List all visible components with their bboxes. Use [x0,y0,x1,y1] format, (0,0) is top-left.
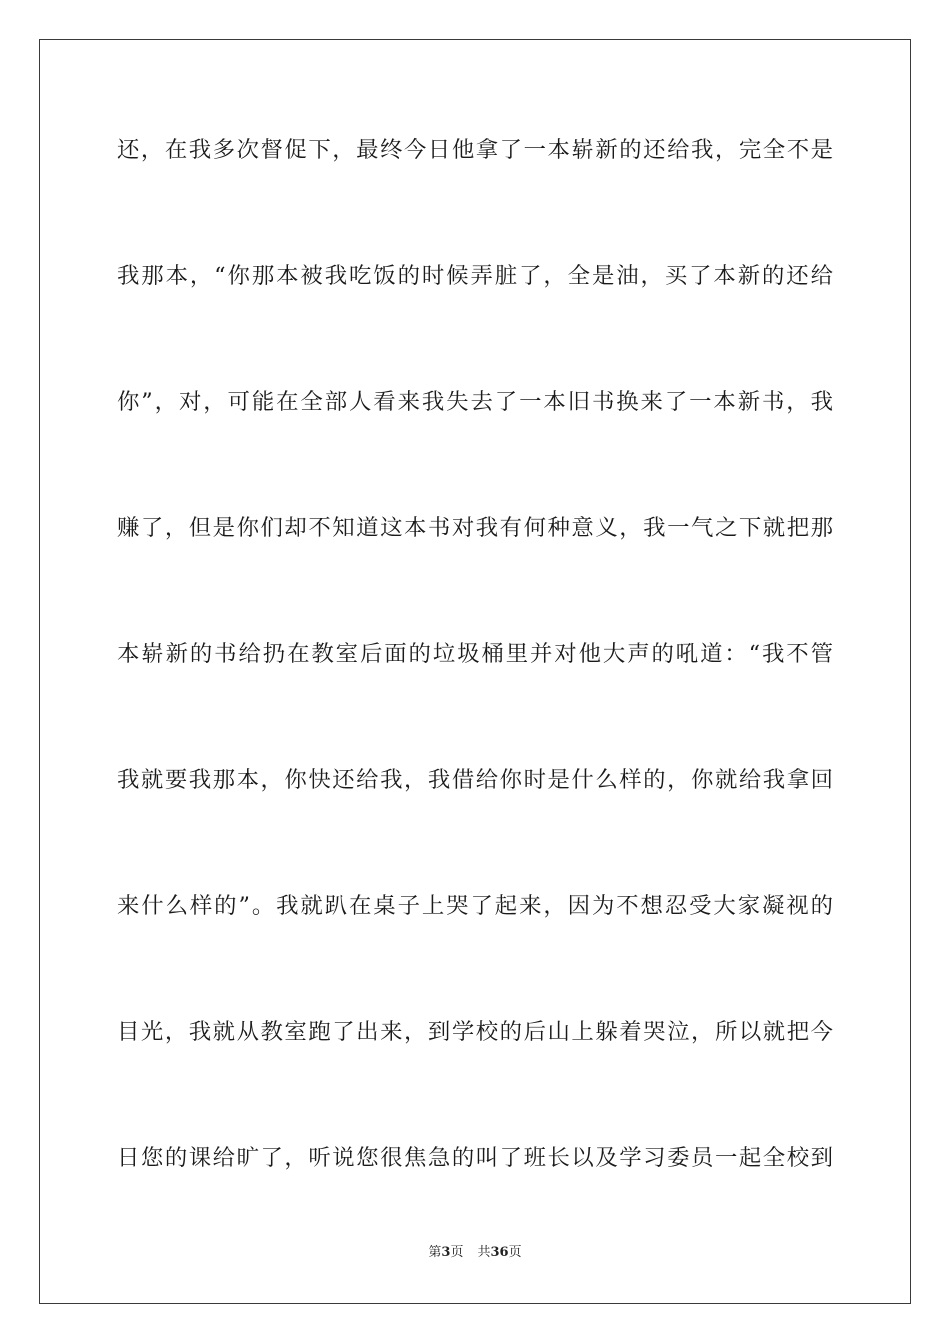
text-line: 日您的课给旷了，听说您很焦急的叫了班长以及学习委员一起全校到 [117,1145,833,1171]
page-suffix: 页 [450,1245,464,1260]
total-prefix: 共 [477,1245,491,1260]
total-suffix: 页 [508,1245,522,1260]
text-line: 来什么样的”。我就趴在桌子上哭了起来，因为不想忍受大家凝视的 [117,893,833,919]
page-footer [0,1244,950,1262]
page-number: 3 [441,1245,451,1260]
text-line: 我就要我那本，你快还给我，我借给你时是什么样的，你就给我拿回 [117,767,833,793]
text-line: 目光，我就从教室跑了出来，到学校的后山上躲着哭泣，所以就把今 [117,1019,833,1045]
page-border [39,39,911,1304]
text-line: 还，在我多次督促下，最终今日他拿了一本崭新的还给我，完全不是 [117,137,833,163]
text-line: 赚了，但是你们却不知道这本书对我有何种意义，我一气之下就把那 [117,515,833,541]
text-line: 本崭新的书给扔在教室后面的垃圾桶里并对他大声的吼道：“我不管 [117,641,833,667]
total-pages: 36 [490,1245,509,1260]
text-line: 你”，对，可能在全部人看来我失去了一本旧书换来了一本新书，我 [117,389,833,415]
text-line: 我那本，“你那本被我吃饭的时候弄脏了，全是油，买了本新的还给 [117,263,833,289]
page-prefix: 第 [428,1245,442,1260]
